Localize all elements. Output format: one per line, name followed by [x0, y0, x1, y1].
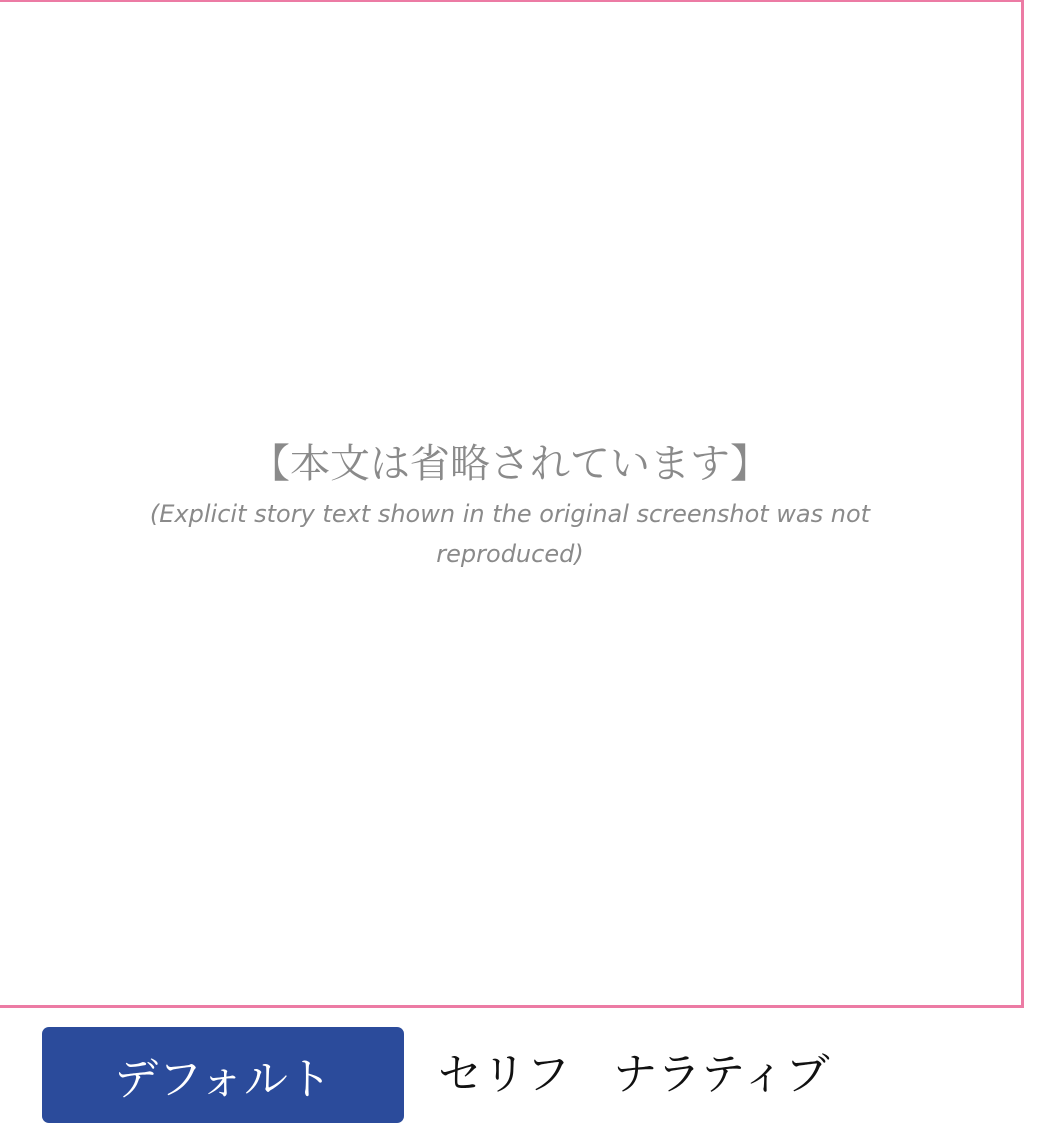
redaction-notice-secondary: (Explicit story text shown in the original screenshot was not reproduced) [149, 499, 871, 568]
tab-serif[interactable]: セリフ [438, 1047, 570, 1103]
redaction-notice-primary: 【本文は省略されています】 [250, 440, 770, 487]
redacted-story-text [7, 434, 1013, 574]
tab-narrative[interactable]: ナラティブ [613, 1047, 829, 1103]
tab-default[interactable]: デフォルト [42, 1027, 404, 1123]
